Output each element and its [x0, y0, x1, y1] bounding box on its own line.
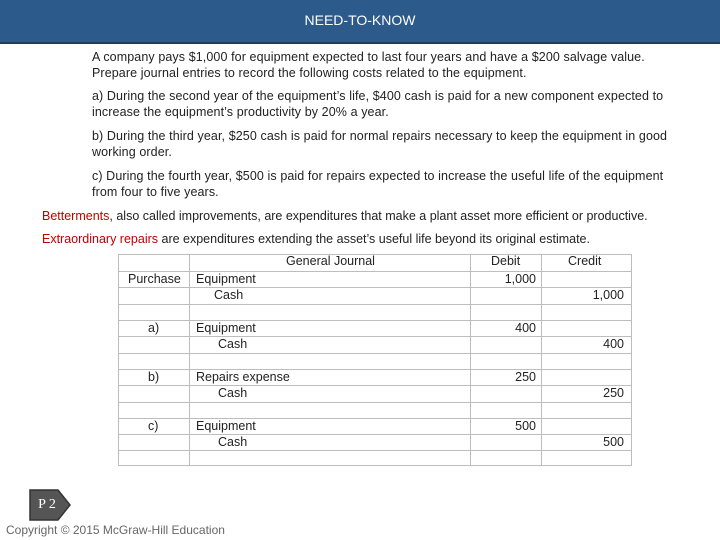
debit-account: Equipment [196, 321, 256, 335]
entry-label: Purchase [128, 272, 181, 286]
grid-line [118, 353, 632, 354]
betterments-text: , also called improvements, are expenditures that make a plant asset more efficient or productive. [109, 209, 648, 223]
credit-account: Cash [218, 435, 248, 449]
debit-account: Repairs expense [196, 370, 290, 384]
p2-nav-button[interactable] [28, 488, 72, 522]
credit-account: Cash [218, 386, 248, 400]
credit-amount: 1,000 [592, 288, 624, 302]
p2-badge-label: P 2 [38, 497, 56, 512]
debit-amount: 400 [515, 321, 536, 335]
item-b-text: b) During the third year, $250 cash is paid for normal repairs necessary to keep the equipment in good working order. [92, 129, 668, 159]
debit-account: Equipment [196, 272, 256, 286]
credit-amount: 250 [603, 386, 624, 400]
grid-line [118, 402, 632, 403]
title-bar [0, 0, 720, 44]
credit-account: Cash [218, 337, 248, 351]
betterments-definition [42, 208, 702, 224]
credit-header: Credit [568, 254, 602, 268]
extraordinary-text: are expenditures extending the asset’s useful life beyond its original estimate. [158, 232, 590, 246]
debit-amount: 250 [515, 370, 536, 384]
credit-amount: 500 [603, 435, 624, 449]
debit-amount: 500 [515, 419, 536, 433]
entry-label: c) [148, 419, 159, 433]
credit-account: Cash [214, 288, 244, 302]
item-c-text: c) During the fourth year, $500 is paid for repairs expected to increase the useful life of the equipment from four to five years. [92, 169, 664, 199]
betterments-term: Betterments [42, 209, 110, 223]
debit-header: Debit [491, 254, 521, 268]
grid-line [118, 465, 632, 466]
credit-amount: 400 [603, 337, 624, 351]
debit-amount: 1,000 [504, 272, 536, 286]
item-a-text: a) During the second year of the equipment’s life, $400 cash is paid for a new component expected to increase the equipment’s productivity by 20% a year. [92, 89, 664, 119]
extraordinary-repairs-definition [42, 231, 702, 247]
entry-label: a) [148, 321, 160, 335]
debit-account: Equipment [196, 419, 256, 433]
general-journal-table [118, 254, 632, 466]
extraordinary-term: Extraordinary repairs [42, 232, 159, 246]
entry-label: b) [148, 370, 160, 384]
copyright-text: Copyright © 2015 McGraw-Hill Education [6, 523, 225, 537]
grid-line [118, 450, 632, 451]
intro-paragraph: A company pays $1,000 for equipment expected to last four years and have a $200 salvage value. Prepare journal entries to record the following costs related to the equipment. [92, 50, 645, 80]
page-title: NEED-TO-KNOW [304, 12, 416, 28]
grid-line [118, 304, 632, 305]
grid-line [118, 254, 632, 255]
journal-title: General Journal [286, 254, 375, 268]
